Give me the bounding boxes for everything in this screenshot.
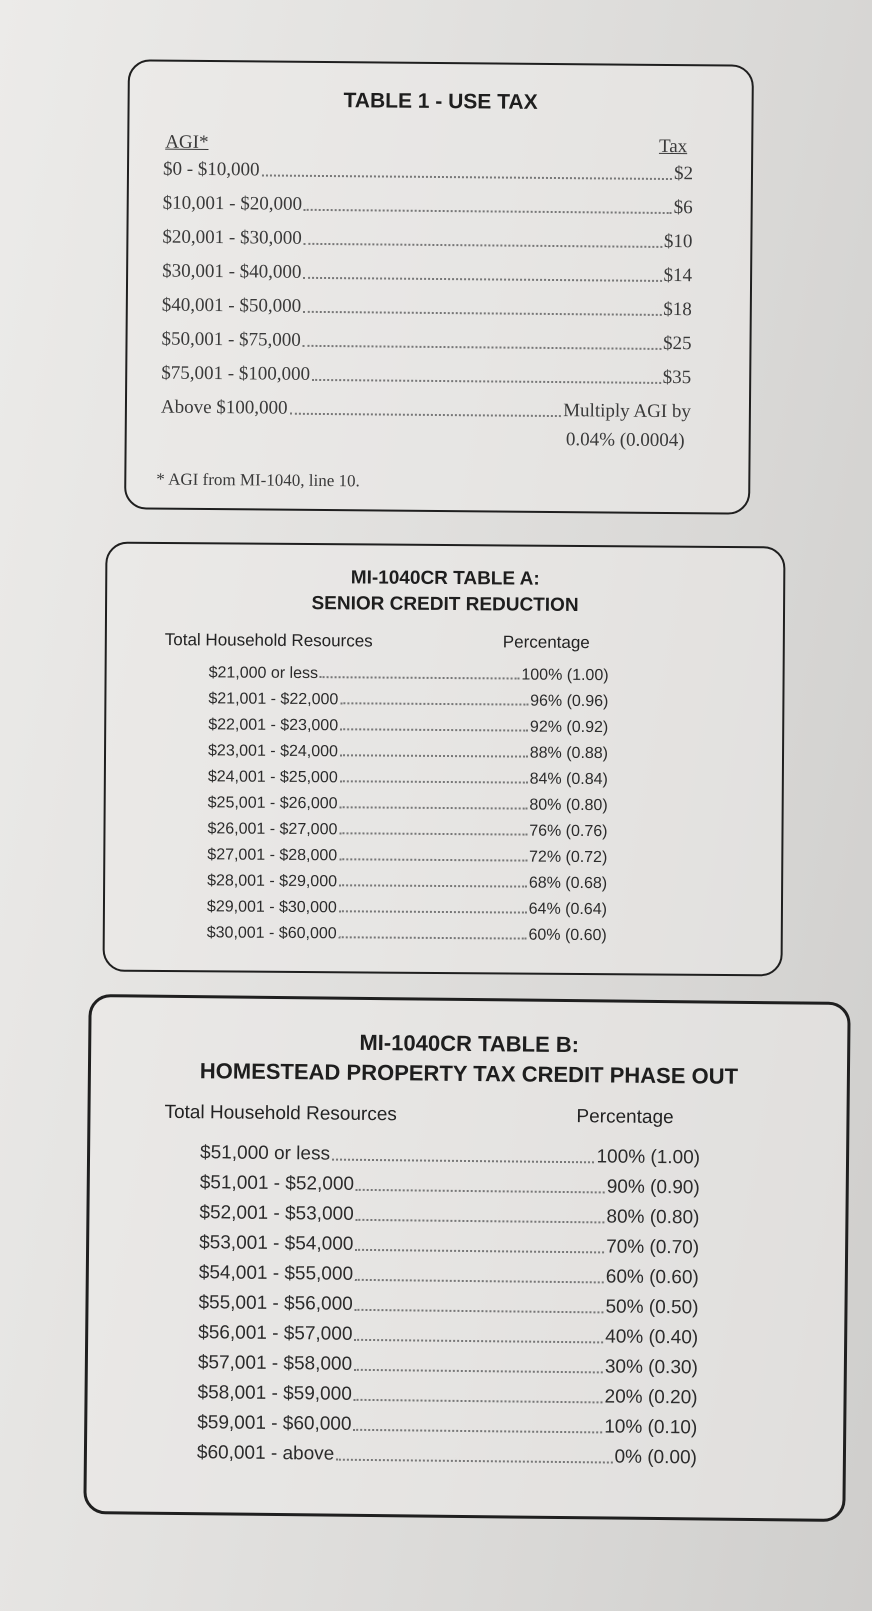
percentage-value: 70% (0.70) (606, 1236, 700, 1259)
dot-leader (339, 884, 527, 887)
percentage-value: 50% (0.50) (605, 1296, 699, 1319)
dot-leader (355, 1279, 604, 1284)
percentage-value: 80% (0.80) (529, 796, 608, 815)
resource-range: $58,001 - $59,000 (197, 1382, 352, 1405)
table-row (198, 1292, 698, 1319)
resource-range: $26,001 - $27,000 (207, 820, 338, 839)
tax-column-header: Tax (658, 135, 688, 158)
resource-range: $56,001 - $57,000 (198, 1322, 353, 1345)
resource-range: $24,001 - $25,000 (207, 768, 338, 787)
percentage-value: 68% (0.68) (528, 874, 608, 893)
percentage-value: 88% (0.88) (529, 744, 609, 763)
table-row (161, 397, 691, 424)
agi-range: $10,001 - $20,000 (162, 192, 303, 215)
table-row (207, 898, 607, 919)
agi-range: Above $100,000 (160, 396, 288, 419)
resource-range: $28,001 - $29,000 (207, 872, 338, 891)
tax-value-line2: 0.04% (0.0004) (565, 429, 685, 452)
resource-range: $22,001 - $23,000 (208, 716, 339, 735)
table-row (163, 159, 693, 186)
homestead-phase-out-table (83, 994, 850, 1522)
dot-leader (290, 413, 562, 417)
dot-leader (355, 1309, 604, 1314)
resource-range: $55,001 - $56,000 (198, 1292, 353, 1315)
tax-value: $10 (663, 230, 693, 253)
table-row (198, 1322, 698, 1349)
table-row (161, 363, 691, 390)
dot-leader (340, 806, 528, 809)
dot-leader (340, 754, 528, 757)
dot-leader (303, 311, 661, 316)
footnote: * AGI from MI-1040, line 10. (156, 469, 360, 491)
dot-leader (336, 1459, 612, 1464)
percentage-value: 92% (0.92) (529, 718, 609, 737)
dot-leader (340, 780, 528, 783)
dot-leader (262, 174, 672, 180)
table-row (207, 924, 607, 945)
resources-column-header: Total Household Resources (164, 630, 373, 651)
resource-range: $53,001 - $54,000 (199, 1232, 354, 1255)
use-tax-title: TABLE 1 - USE TAX (343, 89, 538, 114)
table-b-title: MI-1040CR TABLE B: (359, 1029, 580, 1058)
tax-value: $18 (663, 298, 692, 321)
percentage-value: 20% (0.20) (604, 1386, 698, 1409)
tax-value: $14 (663, 264, 693, 287)
percentage-value: 72% (0.72) (528, 848, 608, 867)
percentage-value: 84% (0.84) (529, 770, 608, 789)
dot-leader (303, 345, 661, 350)
agi-range: $0 - $10,000 (162, 158, 260, 181)
table-row (163, 193, 693, 220)
resource-range: $57,001 - $58,000 (197, 1352, 353, 1375)
dot-leader (303, 277, 661, 282)
table-b-subtitle: HOMESTEAD PROPERTY TAX CREDIT PHASE OUT (199, 1058, 739, 1089)
resource-range: $23,001 - $24,000 (207, 742, 338, 761)
dot-leader (304, 209, 672, 214)
resource-range: $51,001 - $52,000 (199, 1172, 355, 1195)
use-tax-table (124, 59, 754, 514)
table-row (197, 1382, 697, 1409)
agi-range: $30,001 - $40,000 (162, 260, 302, 283)
agi-range: $75,001 - $100,000 (161, 362, 311, 385)
percentage-value: 96% (0.96) (530, 692, 609, 711)
resource-range: $60,001 - above (196, 1442, 335, 1465)
tax-value: $25 (662, 332, 692, 355)
dot-leader (340, 728, 528, 731)
table-row (197, 1442, 697, 1469)
resource-range: $29,001 - $30,000 (206, 898, 337, 917)
table-row (162, 295, 692, 322)
dot-leader (320, 676, 519, 679)
table-row (208, 768, 608, 789)
resource-range: $21,001 - $22,000 (208, 690, 339, 709)
table-row (207, 846, 607, 867)
table-row (209, 664, 609, 685)
table-row (162, 261, 692, 288)
agi-range: $20,001 - $30,000 (162, 226, 302, 249)
percentage-value: 10% (0.10) (604, 1416, 698, 1439)
dot-leader (354, 1339, 603, 1344)
resource-range: $30,001 - $60,000 (206, 924, 337, 943)
table-a-subtitle: SENIOR CREDIT REDUCTION (311, 593, 579, 616)
dot-leader (332, 1159, 595, 1164)
tax-value: $35 (662, 366, 692, 389)
percentage-value: 100% (1.00) (596, 1146, 701, 1169)
table-a-title: MI-1040CR TABLE A: (350, 567, 540, 590)
table-row (208, 690, 608, 711)
table-row (198, 1352, 698, 1379)
tax-value: $2 (673, 163, 694, 185)
percentage-value: 60% (0.60) (605, 1266, 699, 1289)
percentage-value: 76% (0.76) (529, 822, 608, 841)
agi-range: $50,001 - $75,000 (161, 328, 301, 351)
percentage-value: 90% (0.90) (606, 1176, 700, 1199)
percentage-value: 80% (0.80) (606, 1206, 700, 1229)
resource-range: $21,000 or less (208, 664, 319, 683)
dot-leader (312, 379, 661, 384)
dot-leader (356, 1219, 605, 1224)
table-row (207, 820, 607, 841)
percentage-value: 40% (0.40) (605, 1326, 699, 1349)
resource-range: $27,001 - $28,000 (207, 846, 338, 865)
table-row (199, 1202, 699, 1229)
table-row (208, 742, 608, 763)
resource-range: $54,001 - $55,000 (198, 1262, 354, 1285)
percentage-value: 64% (0.64) (528, 900, 608, 919)
dot-leader (339, 832, 527, 835)
agi-range: $40,001 - $50,000 (161, 294, 302, 317)
percentage-value: 0% (0.00) (614, 1446, 698, 1469)
senior-credit-reduction-table (103, 542, 786, 977)
dot-leader (356, 1189, 605, 1194)
table-row (161, 329, 691, 356)
table-row (200, 1142, 700, 1169)
table-row (207, 872, 607, 893)
dot-leader (353, 1429, 602, 1434)
dot-leader (355, 1249, 604, 1254)
tax-value: $6 (673, 197, 693, 219)
table-row (200, 1172, 700, 1199)
resource-range: $59,001 - $60,000 (197, 1412, 352, 1435)
agi-column-header: AGI* (165, 131, 209, 153)
percentage-value: 60% (0.60) (528, 926, 607, 945)
dot-leader (354, 1369, 603, 1374)
table-row (199, 1262, 699, 1289)
percentage-column-header: Percentage (576, 1106, 674, 1129)
dot-leader (339, 910, 527, 913)
dot-leader (339, 936, 527, 939)
table-row (162, 227, 692, 254)
tax-value: Multiply AGI by (563, 400, 692, 423)
dot-leader (304, 243, 662, 248)
percentage-value: 30% (0.30) (604, 1356, 698, 1379)
table-row (197, 1412, 697, 1439)
resources-column-header: Total Household Resources (164, 1101, 397, 1126)
dot-leader (354, 1399, 603, 1404)
dot-leader (339, 858, 527, 861)
resource-range: $51,000 or less (199, 1142, 331, 1165)
percentage-column-header: Percentage (502, 632, 590, 653)
table-row (199, 1232, 699, 1259)
percentage-value: 100% (1.00) (521, 666, 609, 685)
table-row (208, 794, 608, 815)
table-row (208, 716, 608, 737)
resource-range: $25,001 - $26,000 (207, 794, 338, 813)
resource-range: $52,001 - $53,000 (199, 1202, 354, 1225)
dot-leader (340, 702, 528, 705)
